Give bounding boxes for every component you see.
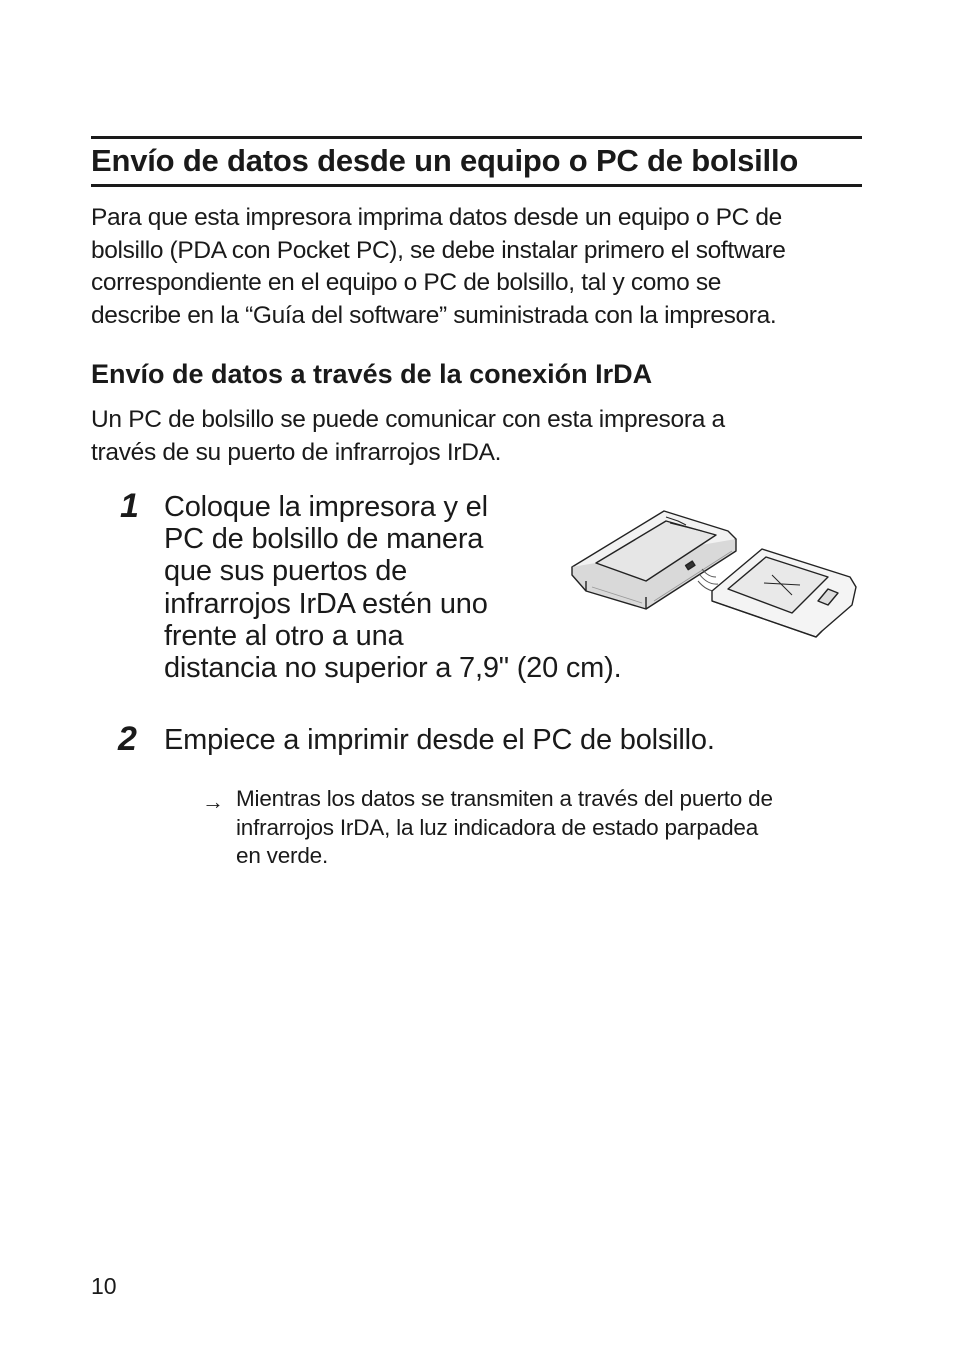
- printer-and-pda-irda-illustration: [566, 505, 862, 645]
- subsection-title: Envío de datos a través de la conexión IrDA: [91, 359, 653, 389]
- result-line: Mientras los datos se transmiten a través del puerto de: [236, 786, 773, 811]
- section-title: Envío de datos desde un equipo o PC de bolsillo: [91, 143, 799, 178]
- intro-line: correspondiente en el equipo o PC de bolsillo, tal y como se: [91, 269, 721, 296]
- intro-line: describe en la “Guía del software” suministrada con la impresora.: [91, 301, 777, 329]
- result-arrow-icon: →: [202, 789, 224, 814]
- step-1-line: infrarrojos IrDA estén uno: [164, 587, 488, 620]
- step-1-line: PC de bolsillo de manera: [164, 523, 484, 556]
- step-2-text: [164, 724, 864, 756]
- intro-line: bolsillo (PDA con Pocket PC), se debe instalar primero el software: [91, 236, 786, 264]
- step-1-line: distancia no superior a 7,9" (20 cm).: [164, 652, 622, 685]
- pda-icon: [712, 549, 856, 637]
- step-1-line: frente al otro a una: [164, 619, 404, 652]
- subsection-paragraph: [91, 404, 866, 469]
- subsection-line: través de su puerto de infrarrojos IrDA.: [91, 438, 502, 466]
- subsection-line: Un PC de bolsillo se puede comunicar con esta impresora a: [91, 406, 725, 433]
- step-1-number: 1: [120, 487, 139, 525]
- step-1-line: que sus puertos de: [164, 555, 408, 588]
- step-2-line: Empiece a imprimir desde el PC de bolsillo.: [164, 724, 715, 756]
- intro-paragraph: [91, 202, 866, 332]
- page-number: 10: [91, 1273, 117, 1299]
- intro-line: Para que esta impresora imprima datos desde un equipo o PC de: [91, 204, 782, 231]
- result-line: infrarrojos IrDA, la luz indicadora de estado parpadea: [236, 814, 759, 840]
- result-line: en verde.: [236, 843, 329, 868]
- step-2-number: 2: [118, 720, 137, 758]
- heading-bottom-rule: [91, 184, 862, 187]
- result-text: [236, 785, 866, 871]
- heading-top-rule: [91, 136, 862, 139]
- step-1-line: Coloque la impresora y el: [164, 491, 488, 523]
